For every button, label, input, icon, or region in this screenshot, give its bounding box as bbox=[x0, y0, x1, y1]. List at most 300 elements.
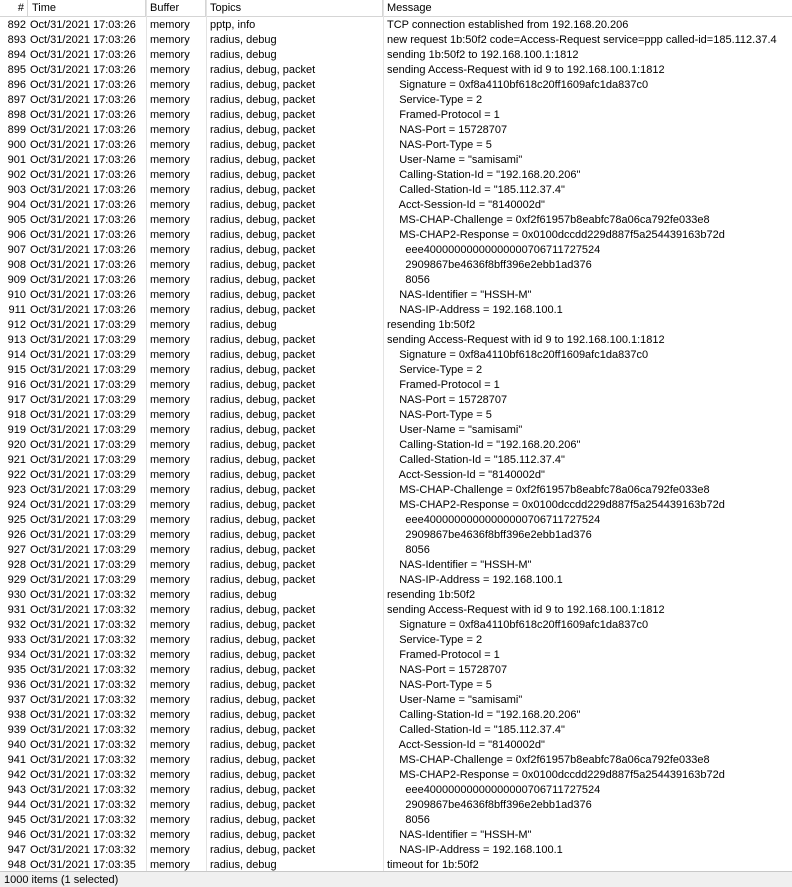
log-row-time: Oct/31/2021 17:03:29 bbox=[30, 349, 136, 361]
log-row-time: Oct/31/2021 17:03:29 bbox=[30, 574, 136, 586]
log-row-time: Oct/31/2021 17:03:26 bbox=[30, 184, 136, 196]
log-row-topics: radius, debug, packet bbox=[210, 694, 316, 706]
log-row-number: 900 bbox=[7, 139, 26, 151]
log-row-buffer: memory bbox=[150, 454, 190, 466]
log-row-buffer: memory bbox=[150, 199, 190, 211]
log-row[interactable] bbox=[0, 723, 792, 738]
log-row-number: 894 bbox=[7, 49, 26, 61]
log-row-message: NAS-Identifier = "HSSH-M" bbox=[387, 829, 532, 841]
log-row-time: Oct/31/2021 17:03:26 bbox=[30, 229, 136, 241]
log-row-number: 921 bbox=[7, 454, 26, 466]
log-row-time: Oct/31/2021 17:03:26 bbox=[30, 304, 136, 316]
log-row-message: NAS-Port = 15728707 bbox=[387, 664, 508, 676]
log-row-message: Called-Station-Id = "185.112.37.4" bbox=[387, 184, 565, 196]
log-row[interactable] bbox=[0, 618, 792, 633]
log-row-topics: radius, debug, packet bbox=[210, 364, 316, 376]
log-row-buffer: memory bbox=[150, 274, 190, 286]
status-text: 1000 items (1 selected) bbox=[4, 874, 119, 886]
log-row-message: NAS-Port-Type = 5 bbox=[387, 139, 492, 151]
log-row-number: 897 bbox=[7, 94, 26, 106]
log-row-number: 892 bbox=[7, 19, 26, 31]
log-row-topics: radius, debug, packet bbox=[210, 229, 316, 241]
log-row-number: 915 bbox=[7, 364, 26, 376]
log-row-message: resending 1b:50f2 bbox=[387, 319, 476, 331]
log-row[interactable] bbox=[0, 243, 792, 258]
log-row-time: Oct/31/2021 17:03:29 bbox=[30, 529, 136, 541]
log-row-topics: pptp, info bbox=[210, 19, 256, 31]
log-row[interactable] bbox=[0, 318, 792, 333]
log-row-message: MS-CHAP-Challenge = 0xf2f61957b8eabfc78a06ca792fe033e8 bbox=[387, 754, 710, 766]
log-row-time: Oct/31/2021 17:03:29 bbox=[30, 469, 136, 481]
log-row-time: Oct/31/2021 17:03:32 bbox=[30, 829, 136, 841]
log-row-buffer: memory bbox=[150, 799, 190, 811]
log-row-message: NAS-IP-Address = 192.168.100.1 bbox=[387, 844, 563, 856]
log-row-number: 943 bbox=[7, 784, 26, 796]
log-row-topics: radius, debug, packet bbox=[210, 394, 316, 406]
log-row-number: 946 bbox=[7, 829, 26, 841]
log-row-message: User-Name = "samisami" bbox=[387, 694, 523, 706]
log-row-number: 937 bbox=[7, 694, 26, 706]
log-row-number: 938 bbox=[7, 709, 26, 721]
log-row-number: 930 bbox=[7, 589, 26, 601]
log-row-topics: radius, debug, packet bbox=[210, 514, 316, 526]
log-row-buffer: memory bbox=[150, 364, 190, 376]
log-row[interactable] bbox=[0, 123, 792, 138]
log-row-number: 933 bbox=[7, 634, 26, 646]
log-row-number: 904 bbox=[7, 199, 26, 211]
log-row-message: NAS-Identifier = "HSSH-M" bbox=[387, 289, 532, 301]
log-row-number: 917 bbox=[7, 394, 26, 406]
log-row[interactable] bbox=[0, 168, 792, 183]
log-row-number: 935 bbox=[7, 664, 26, 676]
log-row-buffer: memory bbox=[150, 574, 190, 586]
log-row-message: Acct-Session-Id = "8140002d" bbox=[387, 739, 545, 751]
log-row-topics: radius, debug, packet bbox=[210, 829, 316, 841]
log-row-time: Oct/31/2021 17:03:26 bbox=[30, 169, 136, 181]
log-row-message: User-Name = "samisami" bbox=[387, 154, 523, 166]
log-row-number: 901 bbox=[7, 154, 26, 166]
log-row[interactable] bbox=[0, 483, 792, 498]
log-row-message: Signature = 0xf8a4110bf618c20ff1609afc1da837c0 bbox=[387, 349, 649, 361]
log-row[interactable] bbox=[0, 513, 792, 528]
log-row-message: sending Access-Request with id 9 to 192.168.100.1:1812 bbox=[387, 334, 665, 346]
log-row-buffer: memory bbox=[150, 229, 190, 241]
log-row-topics: radius, debug, packet bbox=[210, 274, 316, 286]
column-header-number[interactable]: # bbox=[0, 0, 28, 17]
log-row-buffer: memory bbox=[150, 304, 190, 316]
log-row-number: 922 bbox=[7, 469, 26, 481]
log-row-time: Oct/31/2021 17:03:26 bbox=[30, 154, 136, 166]
log-row-buffer: memory bbox=[150, 544, 190, 556]
log-row-buffer: memory bbox=[150, 754, 190, 766]
log-row-buffer: memory bbox=[150, 844, 190, 856]
log-row[interactable] bbox=[0, 48, 792, 63]
log-row-message: NAS-Port-Type = 5 bbox=[387, 679, 492, 691]
log-row-message: 8056 bbox=[387, 814, 430, 826]
log-row-time: Oct/31/2021 17:03:32 bbox=[30, 604, 136, 616]
log-row[interactable] bbox=[0, 18, 792, 33]
log-row[interactable] bbox=[0, 573, 792, 588]
log-row-time: Oct/31/2021 17:03:26 bbox=[30, 79, 136, 91]
log-row-message: sending Access-Request with id 9 to 192.168.100.1:1812 bbox=[387, 604, 665, 616]
log-row-topics: radius, debug, packet bbox=[210, 124, 316, 136]
log-row-buffer: memory bbox=[150, 664, 190, 676]
log-row-time: Oct/31/2021 17:03:32 bbox=[30, 784, 136, 796]
log-row[interactable] bbox=[0, 768, 792, 783]
log-row-time: Oct/31/2021 17:03:26 bbox=[30, 124, 136, 136]
log-row-message: eee40000000000000000706711727524 bbox=[387, 784, 601, 796]
log-row-time: Oct/31/2021 17:03:32 bbox=[30, 739, 136, 751]
log-row-buffer: memory bbox=[150, 139, 190, 151]
log-row-topics: radius, debug, packet bbox=[210, 214, 316, 226]
log-row-number: 939 bbox=[7, 724, 26, 736]
log-row-buffer: memory bbox=[150, 349, 190, 361]
table-header bbox=[0, 0, 792, 17]
log-row-topics: radius, debug bbox=[210, 319, 277, 331]
log-row-time: Oct/31/2021 17:03:26 bbox=[30, 49, 136, 61]
log-row-topics: radius, debug, packet bbox=[210, 634, 316, 646]
column-header-buffer[interactable]: Buffer bbox=[146, 0, 206, 17]
log-row-message: NAS-Port-Type = 5 bbox=[387, 409, 492, 421]
log-row-topics: radius, debug, packet bbox=[210, 424, 316, 436]
log-row-number: 912 bbox=[7, 319, 26, 331]
log-row[interactable] bbox=[0, 588, 792, 603]
log-row-buffer: memory bbox=[150, 379, 190, 391]
log-row-topics: radius, debug, packet bbox=[210, 79, 316, 91]
log-row-buffer: memory bbox=[150, 514, 190, 526]
log-row-time: Oct/31/2021 17:03:32 bbox=[30, 844, 136, 856]
log-row[interactable] bbox=[0, 738, 792, 753]
log-row[interactable] bbox=[0, 753, 792, 768]
log-row-buffer: memory bbox=[150, 859, 190, 871]
log-row-topics: radius, debug bbox=[210, 49, 277, 61]
log-row-topics: radius, debug bbox=[210, 589, 277, 601]
log-row-buffer: memory bbox=[150, 679, 190, 691]
log-row-topics: radius, debug, packet bbox=[210, 679, 316, 691]
log-row[interactable] bbox=[0, 258, 792, 273]
log-row[interactable] bbox=[0, 633, 792, 648]
log-row[interactable] bbox=[0, 153, 792, 168]
log-row-time: Oct/31/2021 17:03:29 bbox=[30, 544, 136, 556]
log-row[interactable] bbox=[0, 378, 792, 393]
log-row-number: 947 bbox=[7, 844, 26, 856]
log-row-time: Oct/31/2021 17:03:29 bbox=[30, 514, 136, 526]
log-row-number: 932 bbox=[7, 619, 26, 631]
log-row-buffer: memory bbox=[150, 499, 190, 511]
log-row-topics: radius, debug bbox=[210, 34, 277, 46]
log-row[interactable] bbox=[0, 93, 792, 108]
log-row-number: 924 bbox=[7, 499, 26, 511]
log-row-topics: radius, debug, packet bbox=[210, 349, 316, 361]
log-row[interactable] bbox=[0, 678, 792, 693]
log-row-buffer: memory bbox=[150, 484, 190, 496]
log-row[interactable] bbox=[0, 528, 792, 543]
log-row-time: Oct/31/2021 17:03:29 bbox=[30, 334, 136, 346]
log-row[interactable] bbox=[0, 603, 792, 618]
log-row-buffer: memory bbox=[150, 319, 190, 331]
log-row-buffer: memory bbox=[150, 559, 190, 571]
log-row-topics: radius, debug, packet bbox=[210, 724, 316, 736]
log-row-topics: radius, debug, packet bbox=[210, 664, 316, 676]
log-row-topics: radius, debug bbox=[210, 859, 277, 871]
column-header-message[interactable]: Message bbox=[387, 2, 432, 14]
log-row[interactable] bbox=[0, 198, 792, 213]
log-row-number: 893 bbox=[7, 34, 26, 46]
log-row-message: NAS-Port = 15728707 bbox=[387, 124, 508, 136]
log-row-number: 895 bbox=[7, 64, 26, 76]
log-row[interactable] bbox=[0, 498, 792, 513]
log-row-topics: radius, debug, packet bbox=[210, 169, 316, 181]
log-row[interactable] bbox=[0, 33, 792, 48]
log-row-buffer: memory bbox=[150, 814, 190, 826]
log-row-topics: radius, debug, packet bbox=[210, 784, 316, 796]
log-row-topics: radius, debug, packet bbox=[210, 94, 316, 106]
log-row[interactable] bbox=[0, 828, 792, 843]
log-row-time: Oct/31/2021 17:03:29 bbox=[30, 439, 136, 451]
log-row-topics: radius, debug, packet bbox=[210, 619, 316, 631]
log-row[interactable] bbox=[0, 288, 792, 303]
log-row[interactable] bbox=[0, 858, 792, 871]
log-row-number: 905 bbox=[7, 214, 26, 226]
log-row[interactable] bbox=[0, 213, 792, 228]
log-row-number: 945 bbox=[7, 814, 26, 826]
log-row-buffer: memory bbox=[150, 79, 190, 91]
log-row-message: eee40000000000000000706711727524 bbox=[387, 244, 601, 256]
log-row-number: 941 bbox=[7, 754, 26, 766]
log-row-number: 907 bbox=[7, 244, 26, 256]
log-row-message: Signature = 0xf8a4110bf618c20ff1609afc1da837c0 bbox=[387, 79, 649, 91]
log-row-topics: radius, debug, packet bbox=[210, 259, 316, 271]
log-row-message: 8056 bbox=[387, 274, 430, 286]
log-row-topics: radius, debug, packet bbox=[210, 709, 316, 721]
log-row-number: 916 bbox=[7, 379, 26, 391]
column-header-topics[interactable]: Topics bbox=[206, 0, 383, 17]
log-row-buffer: memory bbox=[150, 739, 190, 751]
log-row[interactable] bbox=[0, 348, 792, 363]
log-row-buffer: memory bbox=[150, 634, 190, 646]
log-row-topics: radius, debug, packet bbox=[210, 409, 316, 421]
log-row-topics: radius, debug, packet bbox=[210, 334, 316, 346]
log-row-time: Oct/31/2021 17:03:32 bbox=[30, 619, 136, 631]
log-row-number: 923 bbox=[7, 484, 26, 496]
log-row-time: Oct/31/2021 17:03:26 bbox=[30, 289, 136, 301]
log-row-topics: radius, debug, packet bbox=[210, 769, 316, 781]
log-row-buffer: memory bbox=[150, 649, 190, 661]
log-row[interactable] bbox=[0, 708, 792, 723]
log-row-buffer: memory bbox=[150, 154, 190, 166]
log-row[interactable] bbox=[0, 813, 792, 828]
log-row-number: 914 bbox=[7, 349, 26, 361]
log-row-number: 919 bbox=[7, 424, 26, 436]
log-row-message: MS-CHAP2-Response = 0x0100dccdd229d887f5a254439163b72d bbox=[387, 769, 725, 781]
log-row[interactable] bbox=[0, 393, 792, 408]
log-row-number: 927 bbox=[7, 544, 26, 556]
log-row-buffer: memory bbox=[150, 34, 190, 46]
log-row-buffer: memory bbox=[150, 589, 190, 601]
log-row[interactable] bbox=[0, 228, 792, 243]
log-row-buffer: memory bbox=[150, 259, 190, 271]
log-row-message: Called-Station-Id = "185.112.37.4" bbox=[387, 724, 565, 736]
log-row-topics: radius, debug, packet bbox=[210, 814, 316, 826]
log-row-buffer: memory bbox=[150, 409, 190, 421]
log-row-topics: radius, debug, packet bbox=[210, 139, 316, 151]
log-row-number: 898 bbox=[7, 109, 26, 121]
log-row-time: Oct/31/2021 17:03:29 bbox=[30, 319, 136, 331]
log-row-buffer: memory bbox=[150, 394, 190, 406]
log-row-message: resending 1b:50f2 bbox=[387, 589, 476, 601]
log-row-time: Oct/31/2021 17:03:32 bbox=[30, 634, 136, 646]
log-row[interactable] bbox=[0, 183, 792, 198]
log-row-topics: radius, debug, packet bbox=[210, 469, 316, 481]
log-row-number: 926 bbox=[7, 529, 26, 541]
log-row-time: Oct/31/2021 17:03:32 bbox=[30, 709, 136, 721]
log-row-number: 929 bbox=[7, 574, 26, 586]
log-row-buffer: memory bbox=[150, 109, 190, 121]
log-row-message: NAS-Identifier = "HSSH-M" bbox=[387, 559, 532, 571]
log-row-buffer: memory bbox=[150, 619, 190, 631]
log-row[interactable] bbox=[0, 303, 792, 318]
log-row[interactable] bbox=[0, 783, 792, 798]
log-row-time: Oct/31/2021 17:03:35 bbox=[30, 859, 136, 871]
log-row-message: sending 1b:50f2 to 192.168.100.1:1812 bbox=[387, 49, 579, 61]
log-row-message: Framed-Protocol = 1 bbox=[387, 379, 500, 391]
log-row[interactable] bbox=[0, 408, 792, 423]
log-row-message: TCP connection established from 192.168.20.206 bbox=[387, 19, 629, 31]
log-row-topics: radius, debug, packet bbox=[210, 559, 316, 571]
log-row-buffer: memory bbox=[150, 709, 190, 721]
log-row-topics: radius, debug, packet bbox=[210, 379, 316, 391]
log-row-topics: radius, debug, packet bbox=[210, 154, 316, 166]
log-row-message: Signature = 0xf8a4110bf618c20ff1609afc1da837c0 bbox=[387, 619, 649, 631]
log-rows bbox=[0, 18, 792, 871]
log-row-topics: radius, debug, packet bbox=[210, 244, 316, 256]
log-row-topics: radius, debug, packet bbox=[210, 799, 316, 811]
log-row-message: Acct-Session-Id = "8140002d" bbox=[387, 469, 545, 481]
log-row-number: 911 bbox=[8, 304, 26, 316]
log-row[interactable] bbox=[0, 333, 792, 348]
log-row-message: NAS-Port = 15728707 bbox=[387, 394, 508, 406]
log-row-number: 899 bbox=[7, 124, 26, 136]
log-row-number: 902 bbox=[7, 169, 26, 181]
log-row-number: 896 bbox=[7, 79, 26, 91]
log-row-time: Oct/31/2021 17:03:26 bbox=[30, 274, 136, 286]
log-row[interactable] bbox=[0, 798, 792, 813]
log-row-time: Oct/31/2021 17:03:29 bbox=[30, 379, 136, 391]
log-row-topics: radius, debug, packet bbox=[210, 304, 316, 316]
log-row-time: Oct/31/2021 17:03:32 bbox=[30, 754, 136, 766]
log-row[interactable] bbox=[0, 438, 792, 453]
log-row[interactable] bbox=[0, 138, 792, 153]
log-row[interactable] bbox=[0, 558, 792, 573]
log-row-buffer: memory bbox=[150, 604, 190, 616]
status-bar bbox=[0, 871, 792, 887]
log-row-number: 908 bbox=[7, 259, 26, 271]
log-row-time: Oct/31/2021 17:03:32 bbox=[30, 724, 136, 736]
log-row-number: 948 bbox=[7, 859, 26, 871]
log-row-time: Oct/31/2021 17:03:26 bbox=[30, 34, 136, 46]
log-row-number: 918 bbox=[7, 409, 26, 421]
log-row-topics: radius, debug, packet bbox=[210, 754, 316, 766]
log-row[interactable] bbox=[0, 663, 792, 678]
log-row-number: 940 bbox=[7, 739, 26, 751]
log-row-message: MS-CHAP-Challenge = 0xf2f61957b8eabfc78a06ca792fe033e8 bbox=[387, 214, 710, 226]
log-row-number: 909 bbox=[7, 274, 26, 286]
log-row-topics: radius, debug, packet bbox=[210, 544, 316, 556]
log-row-buffer: memory bbox=[150, 244, 190, 256]
log-row-time: Oct/31/2021 17:03:32 bbox=[30, 694, 136, 706]
log-row-time: Oct/31/2021 17:03:26 bbox=[30, 19, 136, 31]
log-row-message: Calling-Station-Id = "192.168.20.206" bbox=[387, 169, 581, 181]
log-row-number: 920 bbox=[7, 439, 26, 451]
log-row-message: timeout for 1b:50f2 bbox=[387, 859, 479, 871]
log-row-topics: radius, debug, packet bbox=[210, 574, 316, 586]
log-row-buffer: memory bbox=[150, 124, 190, 136]
log-row-topics: radius, debug, packet bbox=[210, 64, 316, 76]
log-row[interactable] bbox=[0, 423, 792, 438]
log-row[interactable] bbox=[0, 273, 792, 288]
log-row-time: Oct/31/2021 17:03:29 bbox=[30, 499, 136, 511]
log-row[interactable] bbox=[0, 693, 792, 708]
log-row-message: 2909867be4636f8bff396e2ebb1ad376 bbox=[387, 529, 592, 541]
log-row-buffer: memory bbox=[150, 214, 190, 226]
log-row[interactable] bbox=[0, 363, 792, 378]
log-row[interactable] bbox=[0, 543, 792, 558]
log-row-time: Oct/31/2021 17:03:26 bbox=[30, 139, 136, 151]
log-row-buffer: memory bbox=[150, 49, 190, 61]
log-row-time: Oct/31/2021 17:03:26 bbox=[30, 199, 136, 211]
log-row-message: Framed-Protocol = 1 bbox=[387, 649, 500, 661]
log-row[interactable] bbox=[0, 63, 792, 78]
log-row-topics: radius, debug, packet bbox=[210, 184, 316, 196]
log-row-number: 931 bbox=[7, 604, 26, 616]
log-row-number: 944 bbox=[7, 799, 26, 811]
log-row-message: Acct-Session-Id = "8140002d" bbox=[387, 199, 545, 211]
log-row-topics: radius, debug, packet bbox=[210, 499, 316, 511]
log-row-buffer: memory bbox=[150, 334, 190, 346]
log-row-time: Oct/31/2021 17:03:29 bbox=[30, 424, 136, 436]
log-row[interactable] bbox=[0, 108, 792, 123]
column-header-time[interactable]: Time bbox=[28, 0, 146, 17]
log-row[interactable] bbox=[0, 648, 792, 663]
log-row[interactable] bbox=[0, 453, 792, 468]
log-row-message: new request 1b:50f2 code=Access-Request service=ppp called-id=185.112.37.4 bbox=[387, 34, 777, 46]
log-row-time: Oct/31/2021 17:03:26 bbox=[30, 214, 136, 226]
log-row-number: 906 bbox=[7, 229, 26, 241]
log-row-buffer: memory bbox=[150, 64, 190, 76]
log-row-message: NAS-IP-Address = 192.168.100.1 bbox=[387, 574, 563, 586]
log-row-message: NAS-IP-Address = 192.168.100.1 bbox=[387, 304, 563, 316]
log-row-buffer: memory bbox=[150, 784, 190, 796]
log-row-time: Oct/31/2021 17:03:29 bbox=[30, 409, 136, 421]
log-row[interactable] bbox=[0, 78, 792, 93]
log-row-buffer: memory bbox=[150, 439, 190, 451]
log-row-buffer: memory bbox=[150, 829, 190, 841]
log-row[interactable] bbox=[0, 843, 792, 858]
log-row-time: Oct/31/2021 17:03:29 bbox=[30, 454, 136, 466]
log-row-buffer: memory bbox=[150, 529, 190, 541]
log-row-message: User-Name = "samisami" bbox=[387, 424, 523, 436]
log-row-time: Oct/31/2021 17:03:32 bbox=[30, 589, 136, 601]
log-row-buffer: memory bbox=[150, 724, 190, 736]
log-row-topics: radius, debug, packet bbox=[210, 199, 316, 211]
log-row-buffer: memory bbox=[150, 469, 190, 481]
log-row-topics: radius, debug, packet bbox=[210, 484, 316, 496]
log-row-number: 925 bbox=[7, 514, 26, 526]
log-row-topics: radius, debug, packet bbox=[210, 649, 316, 661]
log-row-buffer: memory bbox=[150, 169, 190, 181]
log-row-buffer: memory bbox=[150, 94, 190, 106]
log-row[interactable] bbox=[0, 468, 792, 483]
